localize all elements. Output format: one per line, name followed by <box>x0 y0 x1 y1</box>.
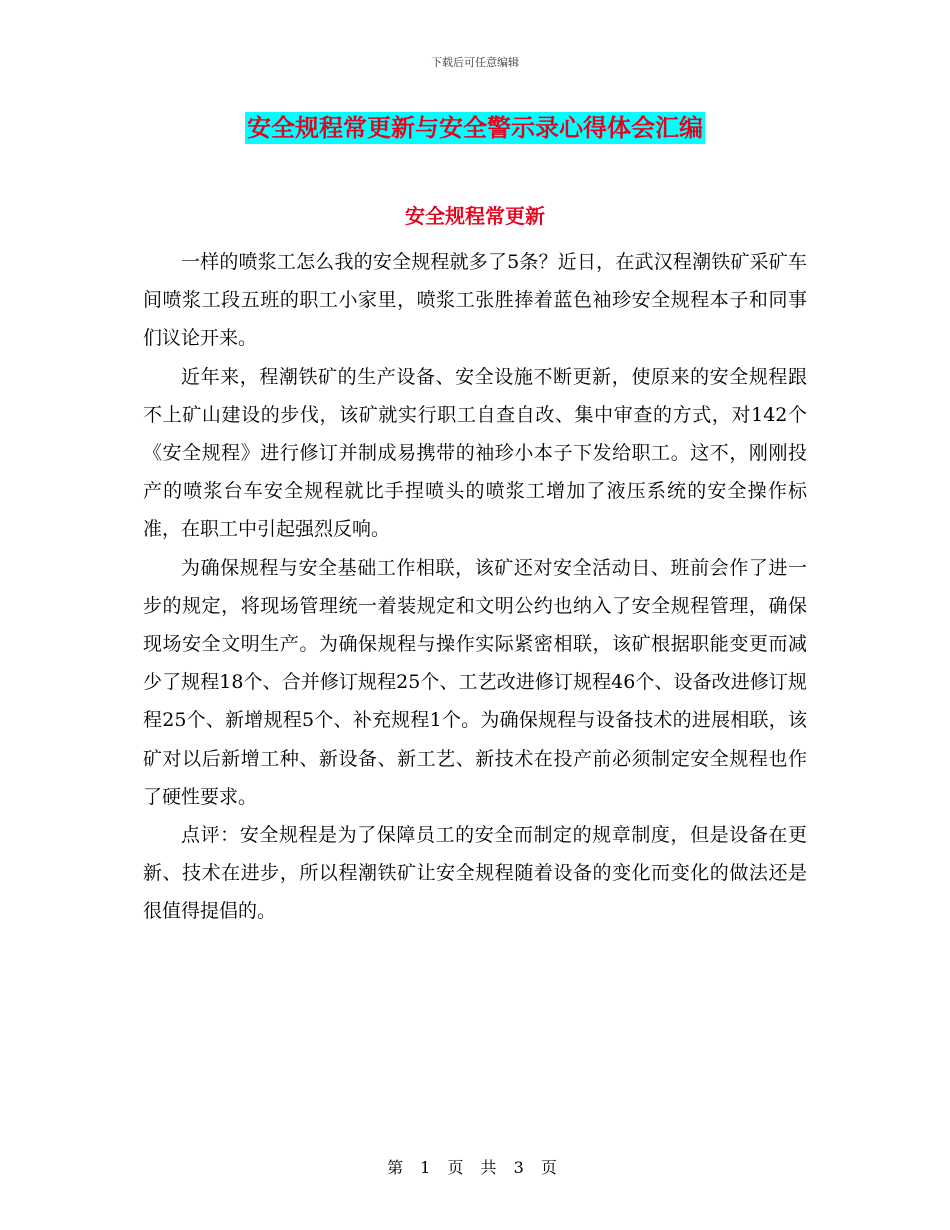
page-number-footer: 第 1 页 共 3 页 <box>387 1158 563 1177</box>
paragraph: 点评：安全规程是为了保障员工的安全而制定的规章制度，但是设备在更新、技术在进步，所以程潮铁矿让安全规程随着设备的变化而变化的做法还是很值得提倡的。 <box>143 824 807 923</box>
paragraph: 为确保规程与安全基础工作相联，该矿还对安全活动日、班前会作了进一步的规定，将现场管理统一着装规定和文明公约也纳入了安全规程管理，确保现场安全文明生产。为确保规程与操作实际紧密相联，该矿根据职能变更而减少了规程18个、合并修订规程25个、工艺改进修订规程46个、设备改进修订规程25个、新增规程5个、补充规程1个。为确保规程与设备技术的进展相联，该矿对以后新增工种、新设备、新工艺、新技术在投产前必须制定安全规程也作了硬性要求。 <box>143 556 807 808</box>
page-header-note: 下载后可任意编辑 <box>431 56 519 69</box>
paragraph: 近年来，程潮铁矿的生产设备、安全设施不断更新，使原来的安全规程跟不上矿山建设的步伐，该矿就实行职工自查自改、集中审查的方式，对142个《安全规程》进行修订并制成易携带的袖珍小本子下发给职工。这不，刚刚投产的喷浆台车安全规程就比手捏喷头的喷浆工增加了液压系统的安全操作标准，在职工中引起强烈反响。 <box>143 365 807 541</box>
document-title: 安全规程常更新与安全警示录心得体会汇编 <box>247 113 703 142</box>
document-title-container <box>0 112 950 144</box>
section-title: 安全规程常更新 <box>405 204 545 228</box>
document-body <box>143 243 807 931</box>
paragraph: 一样的喷浆工怎么我的安全规程就多了5条？近日，在武汉程潮铁矿采矿车间喷浆工段五班的职工小家里，喷浆工张胜捧着蓝色袖珍安全规程本子和同事们议论开来。 <box>143 251 807 350</box>
